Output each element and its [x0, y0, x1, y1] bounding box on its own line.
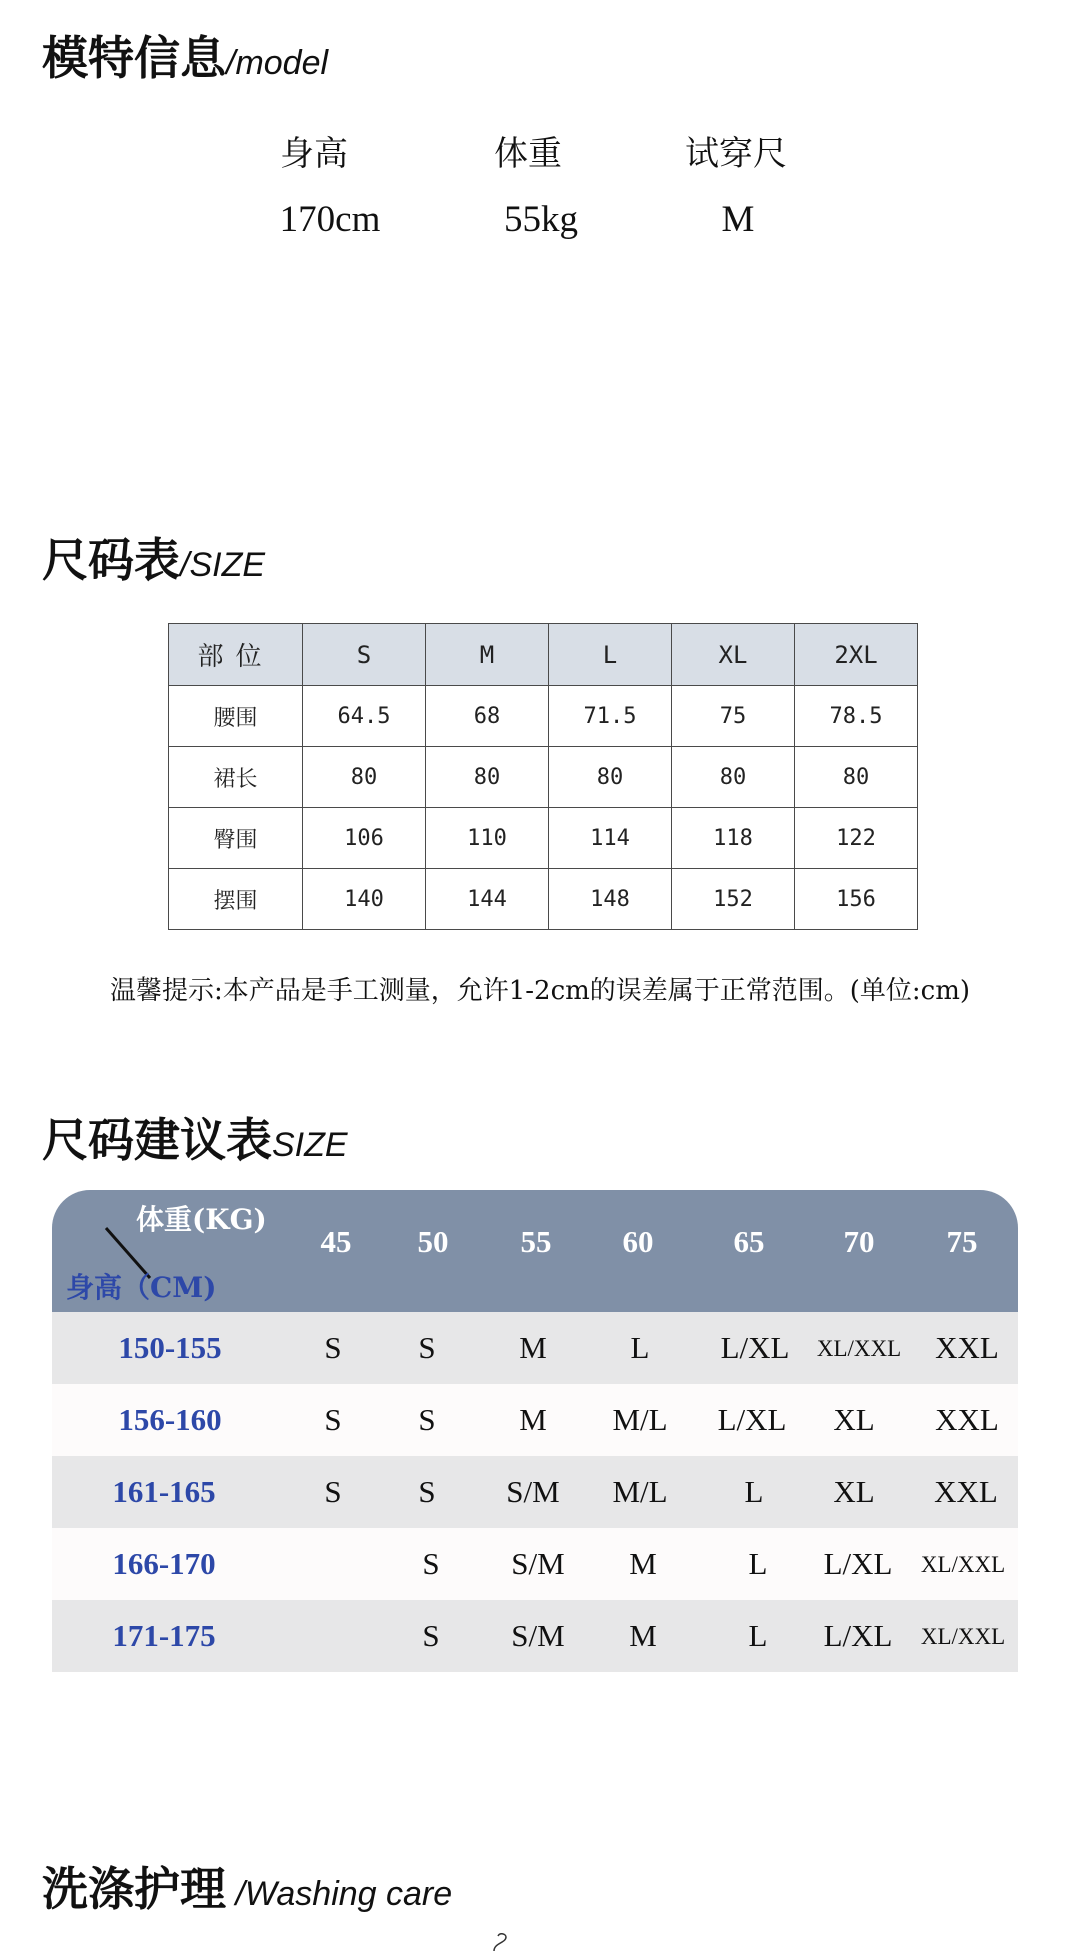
size-cell: L/XL — [720, 1330, 790, 1365]
measure-value: 80 — [672, 747, 795, 808]
size-cell: XL — [833, 1402, 875, 1437]
size-cell: L — [748, 1546, 768, 1581]
recommend-row — [52, 1384, 1018, 1456]
recommend-header — [52, 1190, 1018, 1312]
measure-value: 122 — [795, 808, 918, 869]
measure-value: 80 — [426, 747, 549, 808]
recommend-section-title — [42, 1104, 348, 1170]
size-cell: S/M — [506, 1474, 560, 1509]
recommend-row — [52, 1312, 1018, 1384]
size-cell: XXL — [935, 1330, 999, 1365]
size-cell: L/XL — [823, 1618, 893, 1653]
measure-value: 152 — [672, 869, 795, 930]
measure-value: 71.5 — [549, 686, 672, 747]
model-value-height: 170cm — [279, 199, 381, 240]
size-cell: S — [324, 1330, 342, 1365]
weight-column-header: 70 — [843, 1224, 875, 1259]
size-cell: XL/XXL — [816, 1336, 902, 1361]
hanger-icon — [480, 1933, 520, 1953]
weight-column-header: 45 — [320, 1224, 352, 1259]
measure-value: 110 — [426, 808, 549, 869]
size-table-row — [169, 686, 918, 747]
height-axis-label: 身高（CM) — [66, 1271, 217, 1304]
model-title-en: /model — [226, 44, 329, 82]
size-title-zh: 尺码表 — [42, 533, 180, 587]
size-cell: M/L — [612, 1474, 668, 1509]
size-cell: M — [519, 1330, 547, 1365]
size-cell: L/XL — [823, 1546, 893, 1581]
model-header-height: 身高 — [280, 134, 348, 174]
size-cell: S — [418, 1402, 436, 1437]
model-header-weight: 体重 — [494, 134, 562, 174]
recommend-row — [52, 1600, 1018, 1672]
measure-value: 75 — [672, 686, 795, 747]
size-column-header: 2XL — [795, 624, 918, 686]
recommend-row — [52, 1528, 1018, 1600]
measure-value: 64.5 — [303, 686, 426, 747]
measure-value: 140 — [303, 869, 426, 930]
washing-section-title — [42, 1853, 452, 1919]
size-table — [168, 623, 918, 930]
size-cell: M — [629, 1618, 657, 1653]
measure-label: 臀围 — [169, 808, 303, 869]
size-title-en: /SIZE — [180, 546, 266, 584]
weight-column-header: 75 — [946, 1224, 978, 1259]
size-cell: S — [422, 1546, 440, 1581]
measure-value: 118 — [672, 808, 795, 869]
measure-value: 80 — [549, 747, 672, 808]
measure-value: 156 — [795, 869, 918, 930]
height-range: 150-155 — [118, 1330, 222, 1365]
measure-value: 144 — [426, 869, 549, 930]
size-recommend-table — [52, 1190, 1018, 1672]
size-cell: S — [418, 1330, 436, 1365]
measure-label: 腰围 — [169, 686, 303, 747]
size-cell: L — [744, 1474, 764, 1509]
size-table-header-row — [169, 624, 918, 686]
size-table-row — [169, 869, 918, 930]
height-range: 166-170 — [112, 1546, 216, 1581]
recommend-title-en: SIZE — [272, 1126, 348, 1164]
size-cell: S — [324, 1402, 342, 1437]
measure-value: 114 — [549, 808, 672, 869]
measure-value: 78.5 — [795, 686, 918, 747]
size-section-title — [42, 524, 265, 590]
size-cell: XL/XXL — [920, 1552, 1006, 1577]
size-column-header: M — [426, 624, 549, 686]
weight-column-header: 65 — [733, 1224, 765, 1259]
height-range: 156-160 — [118, 1402, 222, 1437]
size-cell: L — [630, 1330, 650, 1365]
weight-column-header: 55 — [520, 1224, 552, 1259]
size-cell: S/M — [511, 1618, 565, 1653]
recommend-title-zh: 尺码建议表 — [42, 1113, 272, 1167]
weight-column-header: 60 — [622, 1224, 654, 1259]
measure-value: 80 — [303, 747, 426, 808]
model-section-title — [42, 22, 328, 88]
size-column-header: S — [303, 624, 426, 686]
measurement-tip: 温馨提示:本产品是手工测量，允许1-2cm的误差属于正常范围。(单位:cm) — [109, 976, 971, 1006]
size-cell: L — [748, 1618, 768, 1653]
size-cell: XXL — [934, 1474, 998, 1509]
size-cell: XL/XXL — [920, 1624, 1006, 1649]
height-range: 161-165 — [112, 1474, 216, 1509]
model-title-zh: 模特信息 — [42, 31, 226, 85]
recommend-row — [52, 1456, 1018, 1528]
size-cell: M/L — [612, 1402, 668, 1437]
washing-title-zh: 洗涤护理 — [42, 1862, 226, 1916]
weight-axis-label: 体重(KG) — [136, 1203, 267, 1236]
measure-label: 裙长 — [169, 747, 303, 808]
size-cell: S — [418, 1474, 436, 1509]
measure-value: 80 — [795, 747, 918, 808]
measure-value: 68 — [426, 686, 549, 747]
size-cell: S — [324, 1474, 342, 1509]
measure-value: 106 — [303, 808, 426, 869]
size-table-row — [169, 808, 918, 869]
size-column-header: L — [549, 624, 672, 686]
size-cell: M — [519, 1402, 547, 1437]
washing-title-en: /Washing care — [226, 1875, 453, 1913]
weight-column-header: 50 — [417, 1224, 449, 1259]
height-range: 171-175 — [112, 1618, 216, 1653]
size-cell: XL — [833, 1474, 875, 1509]
size-cell: XXL — [935, 1402, 999, 1437]
size-cell: S/M — [511, 1546, 565, 1581]
size-header-label: 部位 — [169, 624, 303, 686]
measure-label: 摆围 — [169, 869, 303, 930]
size-cell: M — [629, 1546, 657, 1581]
model-value-size: M — [721, 199, 755, 240]
model-value-weight: 55kg — [504, 199, 578, 240]
size-cell: S — [422, 1618, 440, 1653]
size-cell: L/XL — [717, 1402, 787, 1437]
size-column-header: XL — [672, 624, 795, 686]
model-header-size: 试穿尺 — [685, 134, 787, 174]
size-table-row — [169, 747, 918, 808]
measure-value: 148 — [549, 869, 672, 930]
